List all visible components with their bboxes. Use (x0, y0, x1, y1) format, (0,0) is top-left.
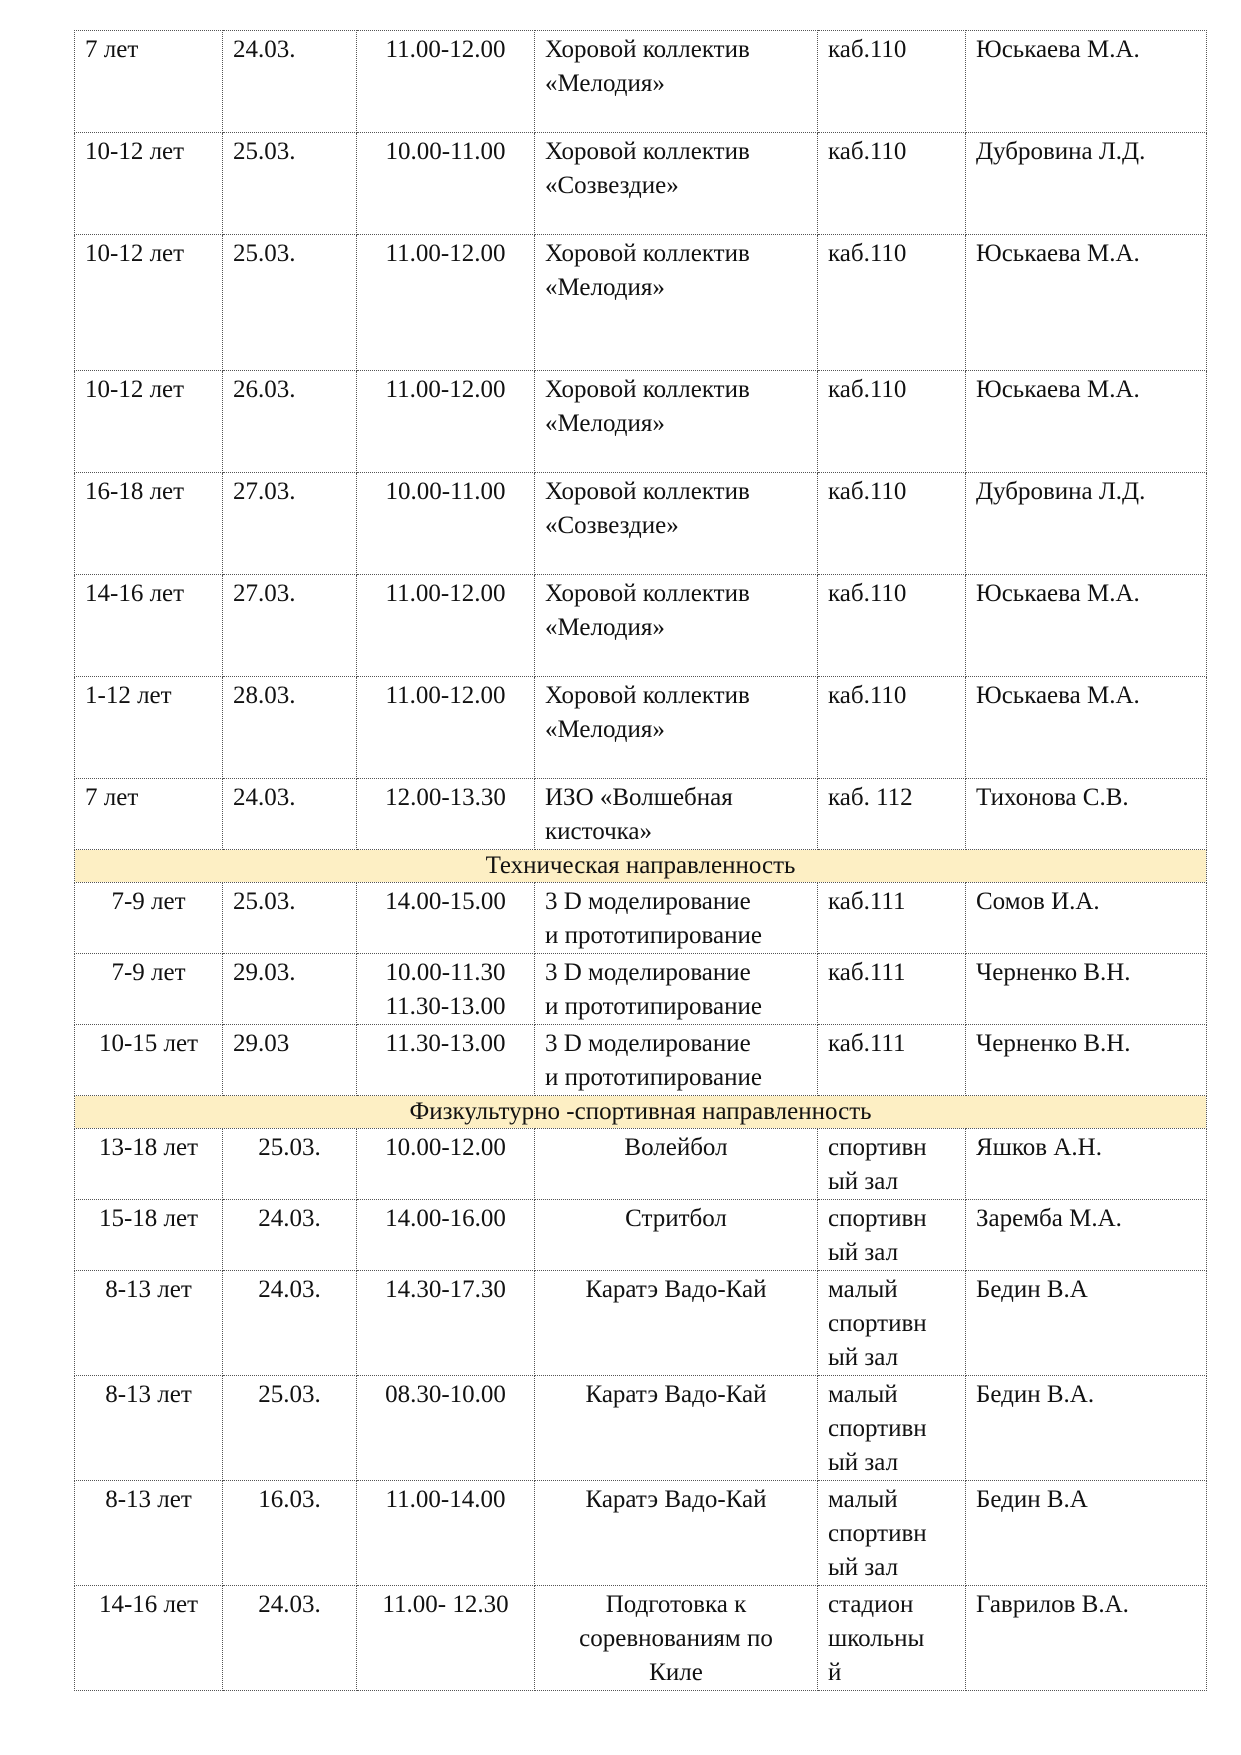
schedule-rows-sport (75, 1129, 1207, 1691)
time-cell (357, 1025, 535, 1096)
age-cell: 10-12 лет (75, 133, 223, 235)
table-row (75, 1129, 1207, 1200)
activity-line: Хоровой коллектив (545, 240, 750, 267)
room-line: ый зал (828, 1239, 899, 1266)
teacher-cell: Дубровина Л.Д. (966, 133, 1207, 235)
room-line: спортивн (828, 1520, 927, 1547)
age-cell: 7-9 лет (75, 883, 223, 954)
activity-line: Хоровой коллектив (545, 478, 750, 505)
time-line: 14.00-15.00 (385, 888, 506, 915)
room-cell (818, 1025, 966, 1096)
time-line: 08.30-10.00 (385, 1381, 506, 1408)
age-cell: 7 лет (75, 31, 223, 133)
activity-cell (535, 371, 818, 473)
room-cell (818, 883, 966, 954)
table-row (75, 1376, 1207, 1481)
age-cell: 10-15 лет (75, 1025, 223, 1096)
table-row (75, 133, 1207, 235)
room-line: ый зал (828, 1554, 899, 1581)
room-cell (818, 31, 966, 133)
time-line: 11.30-13.00 (385, 993, 506, 1020)
age-cell: 16-18 лет (75, 473, 223, 575)
time-line: 12.00-13.30 (385, 784, 506, 811)
time-cell (357, 575, 535, 677)
date-cell: 24.03. (223, 779, 357, 850)
activity-line: Каратэ Вадо-Кай (585, 1381, 767, 1408)
room-line: школьны (828, 1625, 925, 1652)
section-title-sport: Физкультурно -спортивная направленность (75, 1096, 1207, 1129)
activity-cell (535, 575, 818, 677)
room-line: каб.110 (828, 36, 907, 63)
room-line: каб.111 (828, 959, 906, 986)
room-line: каб.110 (828, 138, 907, 165)
room-line: стадион (828, 1591, 914, 1618)
activity-line: «Мелодия» (545, 410, 665, 437)
date-cell: 26.03. (223, 371, 357, 473)
date-cell: 24.03. (223, 1271, 357, 1376)
time-cell (357, 1271, 535, 1376)
table-row (75, 1025, 1207, 1096)
table-row (75, 883, 1207, 954)
teacher-cell: Гаврилов В.А. (966, 1586, 1207, 1691)
room-cell (818, 1481, 966, 1586)
activity-line: Каратэ Вадо-Кай (585, 1486, 767, 1513)
time-line: 10.00-12.00 (385, 1134, 506, 1161)
activity-line: и прототипирование (545, 1064, 762, 1091)
time-line: 14.00-16.00 (385, 1205, 506, 1232)
table-row (75, 31, 1207, 133)
activity-line: Хоровой коллектив (545, 682, 750, 709)
activity-cell (535, 1200, 818, 1271)
teacher-cell: Юськаева М.А. (966, 31, 1207, 133)
age-cell: 10-12 лет (75, 371, 223, 473)
activity-line: Хоровой коллектив (545, 138, 750, 165)
room-line: каб.110 (828, 478, 907, 505)
age-cell: 10-12 лет (75, 235, 223, 371)
teacher-cell: Юськаева М.А. (966, 371, 1207, 473)
room-line: каб.110 (828, 682, 907, 709)
teacher-cell: Юськаева М.А. (966, 235, 1207, 371)
section-header-row (75, 850, 1207, 883)
activity-line: «Мелодия» (545, 70, 665, 97)
time-cell (357, 1200, 535, 1271)
date-cell: 25.03. (223, 883, 357, 954)
activity-cell (535, 1376, 818, 1481)
time-cell (357, 235, 535, 371)
teacher-cell: Юськаева М.А. (966, 677, 1207, 779)
room-cell (818, 1376, 966, 1481)
activity-line: «Созвездие» (545, 172, 679, 199)
room-line: каб.110 (828, 580, 907, 607)
date-cell: 29.03. (223, 954, 357, 1025)
activity-line: Киле (649, 1659, 703, 1686)
room-line: спортивн (828, 1205, 927, 1232)
room-cell (818, 1129, 966, 1200)
activity-line: и прототипирование (545, 993, 762, 1020)
teacher-cell: Черненко В.Н. (966, 1025, 1207, 1096)
time-cell (357, 473, 535, 575)
date-cell: 24.03. (223, 1200, 357, 1271)
time-line: 11.00-14.00 (385, 1486, 506, 1513)
teacher-cell: Тихонова С.В. (966, 779, 1207, 850)
activity-cell (535, 677, 818, 779)
time-cell (357, 1376, 535, 1481)
room-cell (818, 779, 966, 850)
activity-cell (535, 1271, 818, 1376)
activity-cell (535, 1481, 818, 1586)
room-cell (818, 677, 966, 779)
activity-line: «Мелодия» (545, 716, 665, 743)
activity-line: Волейбол (624, 1134, 728, 1161)
room-cell (818, 1200, 966, 1271)
table-row (75, 371, 1207, 473)
time-cell (357, 1129, 535, 1200)
time-line: 11.30-13.00 (385, 1030, 506, 1057)
room-line: й (828, 1659, 842, 1686)
time-line: 11.00-12.00 (385, 240, 506, 267)
activity-line: Стритбол (625, 1205, 727, 1232)
table-row (75, 575, 1207, 677)
teacher-cell: Заремба М.А. (966, 1200, 1207, 1271)
table-row (75, 235, 1207, 371)
time-line: 11.00-12.00 (385, 36, 506, 63)
activity-line: ИЗО «Волшебная (545, 784, 733, 811)
section-tech (75, 850, 1207, 883)
section-header-row (75, 1096, 1207, 1129)
room-cell (818, 235, 966, 371)
activity-line: «Мелодия» (545, 274, 665, 301)
table-row (75, 1200, 1207, 1271)
table-row (75, 779, 1207, 850)
time-line: 10.00-11.30 (385, 959, 506, 986)
room-line: ый зал (828, 1449, 899, 1476)
section-sport (75, 1096, 1207, 1129)
age-cell: 15-18 лет (75, 1200, 223, 1271)
date-cell: 24.03. (223, 31, 357, 133)
table-row (75, 1481, 1207, 1586)
activity-cell (535, 1586, 818, 1691)
activity-cell (535, 779, 818, 850)
activity-line: и прототипирование (545, 922, 762, 949)
room-line: спортивн (828, 1415, 927, 1442)
room-line: малый (828, 1381, 898, 1408)
activity-cell (535, 954, 818, 1025)
time-cell (357, 31, 535, 133)
activity-cell (535, 1025, 818, 1096)
time-cell (357, 677, 535, 779)
activity-cell (535, 235, 818, 371)
age-cell: 7-9 лет (75, 954, 223, 1025)
room-cell (818, 1586, 966, 1691)
date-cell: 25.03. (223, 133, 357, 235)
table-row (75, 954, 1207, 1025)
activity-cell (535, 31, 818, 133)
room-line: спортивн (828, 1310, 927, 1337)
age-cell: 7 лет (75, 779, 223, 850)
date-cell: 28.03. (223, 677, 357, 779)
time-cell (357, 1481, 535, 1586)
teacher-cell: Дубровина Л.Д. (966, 473, 1207, 575)
room-line: ый зал (828, 1344, 899, 1371)
age-cell: 8-13 лет (75, 1271, 223, 1376)
activity-line: Хоровой коллектив (545, 36, 750, 63)
room-cell (818, 371, 966, 473)
room-cell (818, 1271, 966, 1376)
activity-line: соревнованиям по (579, 1625, 773, 1652)
activity-line: Каратэ Вадо-Кай (585, 1276, 767, 1303)
activity-line: Хоровой коллектив (545, 376, 750, 403)
room-line: каб.111 (828, 888, 906, 915)
room-line: малый (828, 1486, 898, 1513)
room-line: малый (828, 1276, 898, 1303)
date-cell: 24.03. (223, 1586, 357, 1691)
time-line: 10.00-11.00 (385, 478, 506, 505)
teacher-cell: Яшков А.Н. (966, 1129, 1207, 1200)
room-line: спортивн (828, 1134, 927, 1161)
activity-cell (535, 133, 818, 235)
teacher-cell: Бедин В.А (966, 1271, 1207, 1376)
time-cell (357, 883, 535, 954)
room-line: каб.110 (828, 240, 907, 267)
age-cell: 8-13 лет (75, 1376, 223, 1481)
activity-cell (535, 1129, 818, 1200)
room-cell (818, 473, 966, 575)
age-cell: 1-12 лет (75, 677, 223, 779)
section-title-tech: Техническая направленность (75, 850, 1207, 883)
table-row (75, 1586, 1207, 1691)
age-cell: 14-16 лет (75, 1586, 223, 1691)
activity-cell (535, 473, 818, 575)
room-line: каб. 112 (828, 784, 913, 811)
room-line: ый зал (828, 1168, 899, 1195)
activity-line: Подготовка к (605, 1591, 747, 1618)
teacher-cell: Черненко В.Н. (966, 954, 1207, 1025)
time-cell (357, 1586, 535, 1691)
time-cell (357, 371, 535, 473)
room-line: каб.110 (828, 376, 907, 403)
room-line: каб.111 (828, 1030, 906, 1057)
teacher-cell: Юськаева М.А. (966, 575, 1207, 677)
date-cell: 25.03. (223, 235, 357, 371)
age-cell: 14-16 лет (75, 575, 223, 677)
room-cell (818, 575, 966, 677)
activity-line: 3 D моделирование (545, 1030, 751, 1057)
age-cell: 8-13 лет (75, 1481, 223, 1586)
activity-cell (535, 883, 818, 954)
activity-line: Хоровой коллектив (545, 580, 750, 607)
time-line: 10.00-11.00 (385, 138, 506, 165)
schedule-table (74, 30, 1207, 1691)
table-row (75, 677, 1207, 779)
table-row (75, 473, 1207, 575)
time-line: 14.30-17.30 (385, 1276, 506, 1303)
date-cell: 29.03 (223, 1025, 357, 1096)
date-cell: 27.03. (223, 473, 357, 575)
activity-line: 3 D моделирование (545, 959, 751, 986)
schedule-rows-tech (75, 883, 1207, 1096)
date-cell: 27.03. (223, 575, 357, 677)
time-line: 11.00-12.00 (385, 376, 506, 403)
activity-line: 3 D моделирование (545, 888, 751, 915)
activity-line: «Созвездие» (545, 512, 679, 539)
activity-line: «Мелодия» (545, 614, 665, 641)
age-cell: 13-18 лет (75, 1129, 223, 1200)
teacher-cell: Сомов И.А. (966, 883, 1207, 954)
time-cell (357, 954, 535, 1025)
teacher-cell: Бедин В.А. (966, 1376, 1207, 1481)
table-row (75, 1271, 1207, 1376)
time-line: 11.00- 12.30 (382, 1591, 509, 1618)
date-cell: 16.03. (223, 1481, 357, 1586)
time-cell (357, 779, 535, 850)
room-cell (818, 133, 966, 235)
time-line: 11.00-12.00 (385, 580, 506, 607)
time-cell (357, 133, 535, 235)
date-cell: 25.03. (223, 1376, 357, 1481)
time-line: 11.00-12.00 (385, 682, 506, 709)
teacher-cell: Бедин В.А (966, 1481, 1207, 1586)
activity-line: кисточка» (545, 818, 653, 845)
date-cell: 25.03. (223, 1129, 357, 1200)
schedule-rows-top (75, 31, 1207, 850)
room-cell (818, 954, 966, 1025)
